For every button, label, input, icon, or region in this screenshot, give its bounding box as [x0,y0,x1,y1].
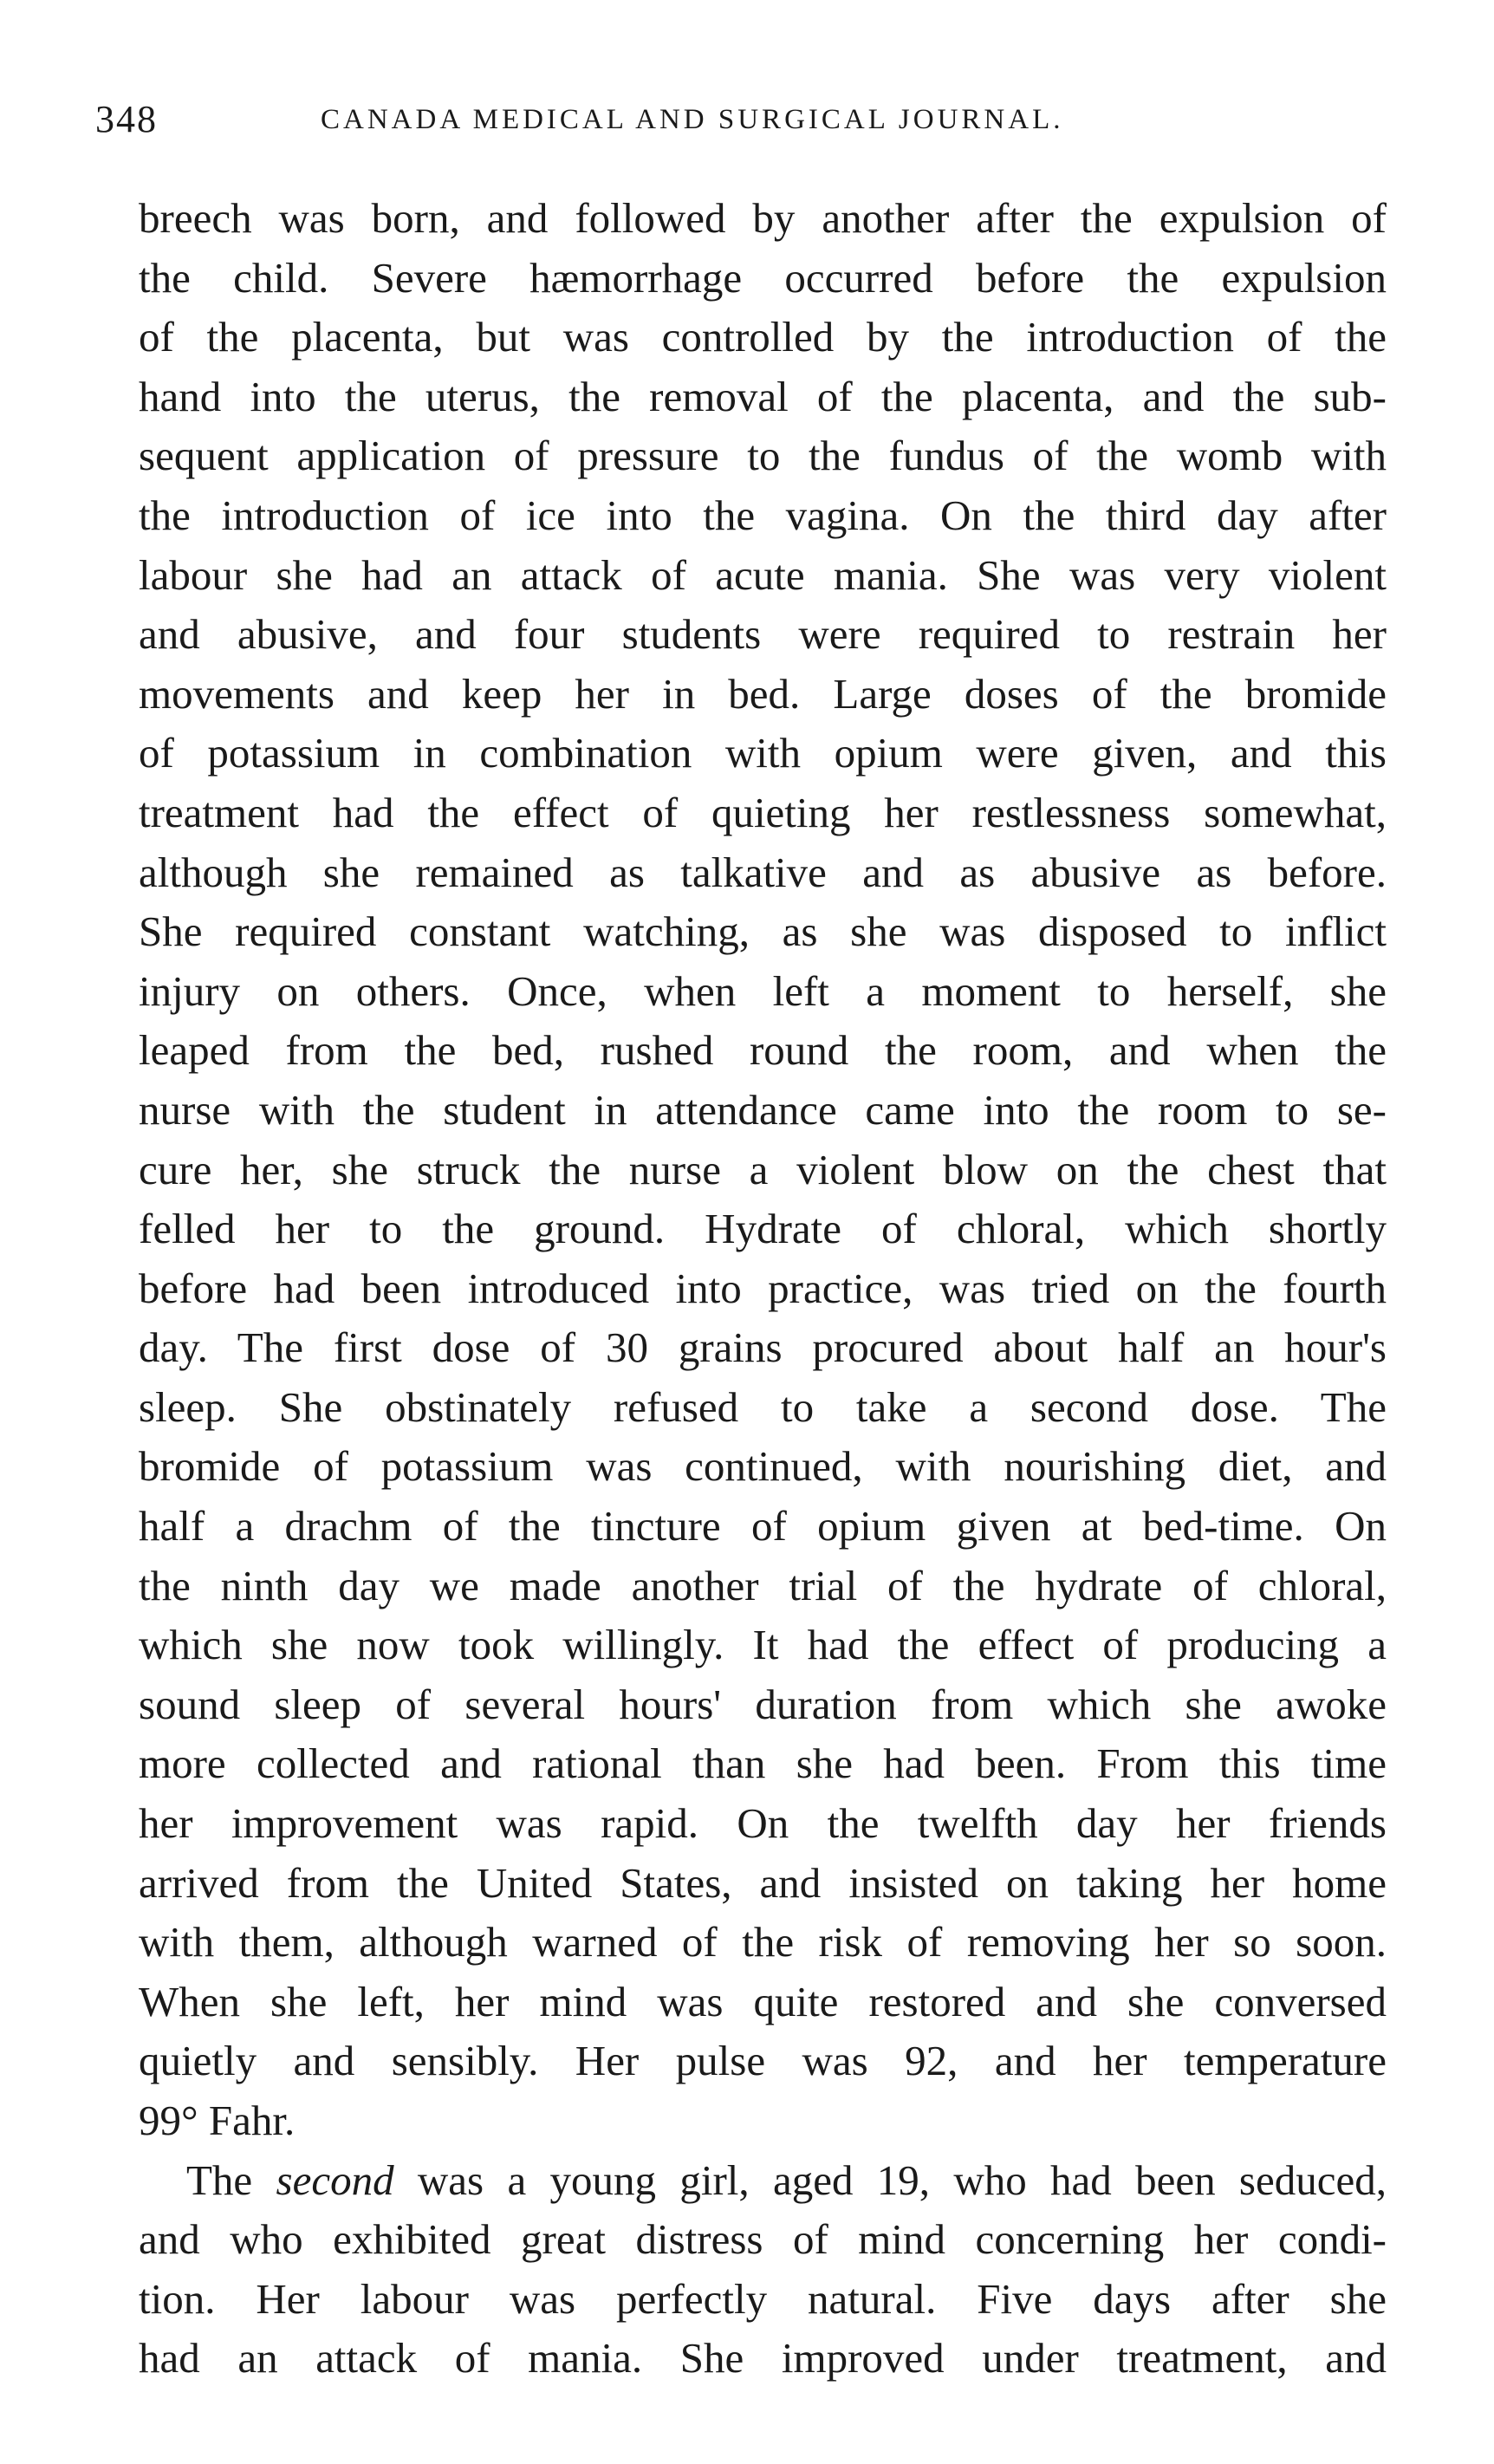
text-line: injury on others. Once, when left a moment to herself, she [139,966,1387,1015]
text-line: labour she had an attack of acute mania. She was very violent [139,550,1387,599]
text-run: was a young girl, aged 19, who had been seduced, [393,2155,1387,2204]
text-line: the ninth day we made another trial of the hydrate of chloral, [139,1561,1387,1609]
text-line: of potassium in combination with opium were given, and this [139,729,1387,777]
text-line: breech was born, and followed by another after the expulsion of [139,194,1387,242]
text-line: and abusive, and four students were required to restrain her [139,610,1387,659]
text-run: The [186,2155,276,2204]
text-line: treatment had the effect of quieting her restlessness somewhat, [139,788,1387,836]
text-line: before had been introduced into practice, was tried on the fourth [139,1264,1387,1312]
text-line: sleep. She obstinately refused to take a second dose. The [139,1382,1387,1431]
text-line: sequent application of pressure to the fundus of the womb with [139,432,1387,480]
text-line: sound sleep of several hours' duration from which she awoke [139,1680,1387,1728]
text-line: her improvement was rapid. On the twelfth day her friends [139,1799,1387,1848]
text-line: felled her to the ground. Hydrate of chloral, which shortly [139,1205,1387,1253]
italic-word: second [276,2155,394,2204]
text-line: the child. Severe hæmorrhage occurred before the expulsion [139,253,1387,302]
running-head: CANADA MEDICAL AND SURGICAL JOURNAL. [321,104,1064,135]
paragraph-1 [139,189,1387,2151]
text-line: 99° Fahr. [139,2097,296,2144]
text-line: tion. Her labour was perfectly natural. Five days after she [139,2274,1387,2323]
text-line: hand into the uterus, the removal of the placenta, and the sub- [139,372,1387,420]
text-line: leaped from the bed, rushed round the room, and when the [139,1026,1387,1075]
text-line: the introduction of ice into the vagina. On the third day after [139,491,1387,539]
text-line: arrived from the United States, and insisted on taking her home [139,1858,1387,1907]
page-number: 348 [95,98,158,140]
text-line: nurse with the student in attendance came into the room to se- [139,1085,1387,1134]
text-line: although she remained as talkative and as abusive as before. [139,848,1387,896]
text-line: day. The first dose of 30 grains procured about half an hour's [139,1323,1387,1372]
text-line: more collected and rational than she had been. From this time [139,1739,1387,1788]
page-header [95,97,1387,149]
paragraph-2 [139,2151,1387,2389]
text-line: She required constant watching, as she was disposed to inflict [139,907,1387,956]
text-line: and who exhibited great distress of mind concerning her condi- [139,2215,1387,2264]
text-line: half a drachm of the tincture of opium given at bed-time. On [139,1502,1387,1551]
text-line [139,2151,1387,2211]
text-line: had an attack of mania. She improved under treatment, and [139,2334,1387,2383]
text-line: cure her, she struck the nurse a violent blow on the chest that [139,1145,1387,1193]
text-line: of the placenta, but was controlled by the introduction of the [139,313,1387,361]
text-line: bromide of potassium was continued, with nourishing diet, and [139,1442,1387,1491]
text-line: with them, although warned of the risk of removing her so soon. [139,1918,1387,1967]
body-text [139,189,1387,2389]
text-line: which she now took willingly. It had the effect of producing a [139,1621,1387,1669]
text-line: movements and keep her in bed. Large doses of the bromide [139,669,1387,718]
text-line: quietly and sensibly. Her pulse was 92, and her temperature [139,2037,1387,2085]
text-line: When she left, her mind was quite restored and she conversed [139,1977,1387,2025]
